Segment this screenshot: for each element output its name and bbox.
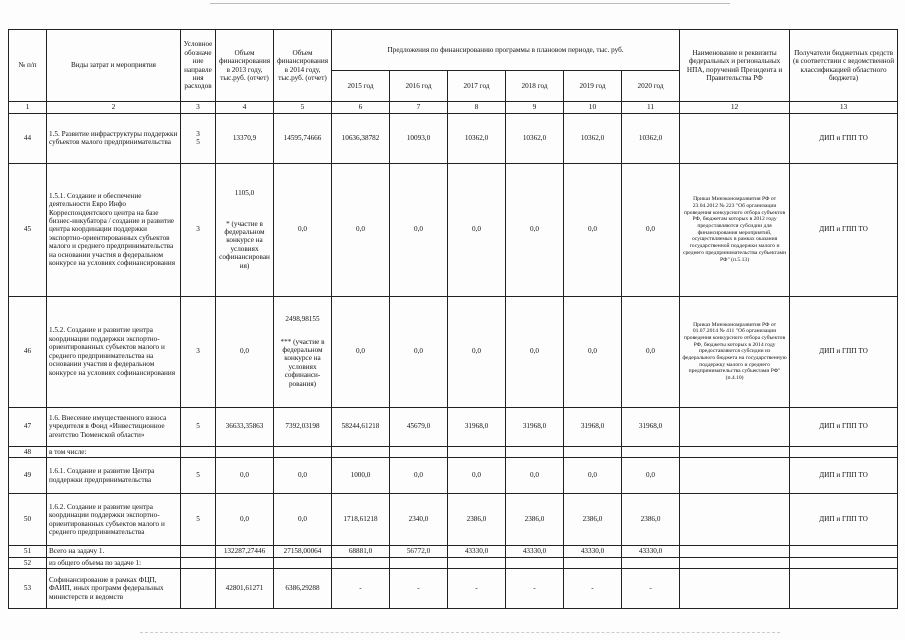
col-number: 10 xyxy=(564,102,622,114)
row-recipient: ДИП и ГПП ТО xyxy=(790,407,898,446)
empty-cell xyxy=(790,569,898,609)
col-number: 12 xyxy=(680,102,790,114)
empty-cell xyxy=(390,557,448,568)
row-y2018: 0,0 xyxy=(506,163,564,296)
row-v2014-cell xyxy=(274,296,332,407)
row-y2016: 0,0 xyxy=(390,296,448,407)
table-row xyxy=(9,446,898,457)
row-v2014: 6386,29288 xyxy=(274,569,332,609)
row-y2018: 43330,0 xyxy=(506,546,564,557)
row-y2017: 0,0 xyxy=(448,163,506,296)
row-v2013: 0,0 xyxy=(216,494,274,546)
table-row xyxy=(9,296,898,407)
scan-edge-bottom xyxy=(140,632,780,635)
row-y2020: 10362,0 xyxy=(622,113,680,163)
row-npa xyxy=(680,458,790,494)
row-y2017: 0,0 xyxy=(448,296,506,407)
row-name: 1.6. Внесение имущественного взноса учредителя в Фонд «Инвестиционное агентство Тюменской области» xyxy=(47,407,181,446)
col-number: 9 xyxy=(506,102,564,114)
row-name: Всего на задачу 1. xyxy=(47,546,181,557)
empty-cell xyxy=(332,557,390,568)
scan-edge-top xyxy=(210,3,730,6)
row-y2016: 0,0 xyxy=(390,163,448,296)
row-y2015: 58244,61218 xyxy=(332,407,390,446)
empty-cell xyxy=(790,446,898,457)
row-y2017: 31968,0 xyxy=(448,407,506,446)
row-y2019: 43330,0 xyxy=(564,546,622,557)
row-y2019: 0,0 xyxy=(564,163,622,296)
row-id: 44 xyxy=(9,113,47,163)
row-id: 50 xyxy=(9,494,47,546)
table-row xyxy=(9,113,898,163)
row-y2019: 0,0 xyxy=(564,458,622,494)
empty-cell xyxy=(564,446,622,457)
empty-cell xyxy=(448,446,506,457)
row-v2013: 42801,61271 xyxy=(216,569,274,609)
row-npa xyxy=(680,494,790,546)
col-number: 8 xyxy=(448,102,506,114)
header-year-2015: 2015 год xyxy=(332,71,390,102)
row-npa xyxy=(680,113,790,163)
row-recipient: ДИП и ГПП ТО xyxy=(790,296,898,407)
row-recipient: ДИП и ГПП ТО xyxy=(790,113,898,163)
row-v2013-cell xyxy=(216,163,274,296)
row-y2016: 2340,0 xyxy=(390,494,448,546)
row-v2013: 36633,35863 xyxy=(216,407,274,446)
row-y2017: 0,0 xyxy=(448,458,506,494)
row-y2015: 0,0 xyxy=(332,163,390,296)
row-y2016: 10093,0 xyxy=(390,113,448,163)
row-y2018: 2386,0 xyxy=(506,494,564,546)
row-y2020: 2386,0 xyxy=(622,494,680,546)
empty-cell xyxy=(506,557,564,568)
row-y2015: 1000,0 xyxy=(332,458,390,494)
row-id: 53 xyxy=(9,569,47,609)
table-row xyxy=(9,557,898,568)
row-name: 1.6.2. Создание и развитие центра координации поддержки экспортно-ориентированных субъектов малого и среднего предпринимательства xyxy=(47,494,181,546)
row-recipient: ДИП и ГПП ТО xyxy=(790,458,898,494)
empty-cell xyxy=(680,446,790,457)
row-y2017: 43330,0 xyxy=(448,546,506,557)
row-v2014-note: *** (участие в федеральном конкурсе на условиях софинанси-рования) xyxy=(280,337,325,388)
col-number: 3 xyxy=(181,102,216,114)
row-v2014: 2498,98155 xyxy=(285,315,320,324)
row-name: в том числе: xyxy=(47,446,181,457)
header-kind: Виды затрат и мероприятия xyxy=(47,30,181,102)
empty-cell xyxy=(564,557,622,568)
row-id: 45 xyxy=(9,163,47,296)
row-v2013: 0,0 xyxy=(216,458,274,494)
empty-cell xyxy=(332,446,390,457)
header-npa: Наименование и реквизиты федеральных и региональных НПА, поручений Президента и Правительства РФ xyxy=(680,30,790,102)
row-y2020: 31968,0 xyxy=(622,407,680,446)
row-y2015: 0,0 xyxy=(332,296,390,407)
row-id: 52 xyxy=(9,557,47,568)
row-code: 5 xyxy=(181,407,216,446)
row-y2019: 2386,0 xyxy=(564,494,622,546)
row-y2018: - xyxy=(506,569,564,609)
row-y2020: 43330,0 xyxy=(622,546,680,557)
row-y2016: 0,0 xyxy=(390,458,448,494)
total-row xyxy=(9,546,898,557)
table-row xyxy=(9,407,898,446)
row-y2016: 45679,0 xyxy=(390,407,448,446)
col-number: 7 xyxy=(390,102,448,114)
row-id: 49 xyxy=(9,458,47,494)
header-vol2013: Объем финансирования в 2013 году, тыс.руб. (отчет) xyxy=(216,30,274,102)
row-y2017: - xyxy=(448,569,506,609)
row-code: 5 xyxy=(181,494,216,546)
header-year-2018: 2018 год xyxy=(506,71,564,102)
row-y2015: 10636,38782 xyxy=(332,113,390,163)
table-row xyxy=(9,494,898,546)
row-npa: Приказ Минэкономразвития РФ от 01.07.2014 № 411 "Об организации проведения конкурсного отбора субъектов РФ, бюджеты которых в 2014 году предоставляются субсидии из федерального бюджета на государственную поддержку малого и среднего предпринимательства субъектами РФ" (п.4.10) xyxy=(680,296,790,407)
row-y2020: - xyxy=(622,569,680,609)
row-recipient: ДИП и ГПП ТО xyxy=(790,163,898,296)
header-proposals: Предложения по финансированию программы в плановом периоде, тыс. руб. xyxy=(332,30,680,71)
empty-cell xyxy=(181,546,216,557)
row-code: 3 xyxy=(181,296,216,407)
row-y2018: 0,0 xyxy=(506,458,564,494)
row-y2015: 68881,0 xyxy=(332,546,390,557)
row-y2017: 10362,0 xyxy=(448,113,506,163)
col-number: 13 xyxy=(790,102,898,114)
header-recipients: Получатели бюджетных средств (в соответствии с ведомственной классификацией областного бюджета) xyxy=(790,30,898,102)
header-year-2017: 2017 год xyxy=(448,71,506,102)
row-y2016: - xyxy=(390,569,448,609)
row-npa: Приказ Минэкономразвития РФ от 23.04.2012 № 223 "Об организации проведения конкурсного отбора субъектов РФ, бюджетам которых в 2012 году предоставляются субсидии для финансирования мероприятий, осуществляемых в рамках оказания государственной поддержки малого и среднего предпринимательства субъектами РФ" (п.5.13) xyxy=(680,163,790,296)
row-code: 3 xyxy=(181,163,216,296)
row-recipient: ДИП и ГПП ТО xyxy=(790,494,898,546)
row-code: 3 5 xyxy=(181,113,216,163)
row-y2020: 0,0 xyxy=(622,163,680,296)
row-y2018: 10362,0 xyxy=(506,113,564,163)
row-v2013: 0,0 xyxy=(216,296,274,407)
row-name: из общего объема по задаче 1: xyxy=(47,557,181,568)
empty-cell xyxy=(216,557,274,568)
row-name: Софинансирование в рамках ФЦП, ФАИП, иных программ федеральных министерств и ведомств xyxy=(47,569,181,609)
row-name: 1.5. Развитие инфраструктуры поддержки субъектов малого предпринимательства xyxy=(47,113,181,163)
row-v2013-note: * (участие в федеральном конкурсе на условиях софинансирования) xyxy=(219,219,270,270)
table-row xyxy=(9,458,898,494)
header-year-2020: 2020 год xyxy=(622,71,680,102)
header-row-1 xyxy=(9,30,898,71)
row-v2013: 1105,0 xyxy=(234,189,255,198)
table-row xyxy=(9,163,898,296)
header-year-2016: 2016 год xyxy=(390,71,448,102)
empty-cell xyxy=(181,446,216,457)
financing-table xyxy=(8,29,898,609)
col-number: 2 xyxy=(47,102,181,114)
row-y2019: - xyxy=(564,569,622,609)
row-v2014: 0,0 xyxy=(274,494,332,546)
row-npa xyxy=(680,407,790,446)
row-y2016: 56772,0 xyxy=(390,546,448,557)
empty-cell xyxy=(622,446,680,457)
column-number-row xyxy=(9,102,898,114)
row-y2019: 31968,0 xyxy=(564,407,622,446)
row-id: 51 xyxy=(9,546,47,557)
empty-cell xyxy=(216,446,274,457)
row-id: 48 xyxy=(9,446,47,457)
row-y2017: 2386,0 xyxy=(448,494,506,546)
header-cond: Условное обозначение направления расходов xyxy=(181,30,216,102)
row-y2015: 1718,61218 xyxy=(332,494,390,546)
row-id: 47 xyxy=(9,407,47,446)
row-y2018: 31968,0 xyxy=(506,407,564,446)
row-y2015: - xyxy=(332,569,390,609)
empty-cell xyxy=(181,569,216,609)
row-code: 5 xyxy=(181,458,216,494)
empty-cell xyxy=(274,557,332,568)
empty-cell xyxy=(790,546,898,557)
header-num: № п/п xyxy=(9,30,47,102)
row-v2014: 27158,00064 xyxy=(274,546,332,557)
row-id: 46 xyxy=(9,296,47,407)
empty-cell xyxy=(181,557,216,568)
empty-cell xyxy=(790,557,898,568)
empty-cell xyxy=(274,446,332,457)
row-v2013: 13370,9 xyxy=(216,113,274,163)
row-y2020: 0,0 xyxy=(622,458,680,494)
empty-cell xyxy=(448,557,506,568)
empty-cell xyxy=(680,546,790,557)
row-y2019: 0,0 xyxy=(564,296,622,407)
empty-cell xyxy=(680,569,790,609)
row-name: 1.5.2. Создание и развитие центра координации поддержки экспортно-ориентированных субъектов малого и среднего предпринимательства на основании участия в федеральном конкурсе на условиях софинансирования xyxy=(47,296,181,407)
row-y2019: 10362,0 xyxy=(564,113,622,163)
empty-cell xyxy=(680,557,790,568)
empty-cell xyxy=(506,446,564,457)
row-name: 1.5.1. Создание и обеспечение деятельности Евро Инфо Корреспондентского центра на базе бизнес-инкубатора / создание и развитие центра координации поддержки экспортно-ориентированных субъектов малого и среднего предпринимательства на основании участия в федеральном конкурсе на условиях софинансирования xyxy=(47,163,181,296)
row-v2013: 132287,27446 xyxy=(216,546,274,557)
empty-cell xyxy=(622,557,680,568)
header-vol2014: Объем финансирования в 2014 году, тыс.руб. (отчет) xyxy=(274,30,332,102)
row-name: 1.6.1. Создание и развитие Центра поддержки предпринимательства xyxy=(47,458,181,494)
row-v2014: 14595,74666 xyxy=(274,113,332,163)
row-y2018: 0,0 xyxy=(506,296,564,407)
table-row xyxy=(9,569,898,609)
col-number: 6 xyxy=(332,102,390,114)
header-year-2019: 2019 год xyxy=(564,71,622,102)
col-number: 5 xyxy=(274,102,332,114)
row-v2014: 0,0 xyxy=(274,458,332,494)
col-number: 11 xyxy=(622,102,680,114)
row-y2020: 0,0 xyxy=(622,296,680,407)
col-number: 1 xyxy=(9,102,47,114)
row-v2014: 7392,03198 xyxy=(274,407,332,446)
row-v2014: 0,0 xyxy=(274,163,332,296)
empty-cell xyxy=(390,446,448,457)
col-number: 4 xyxy=(216,102,274,114)
